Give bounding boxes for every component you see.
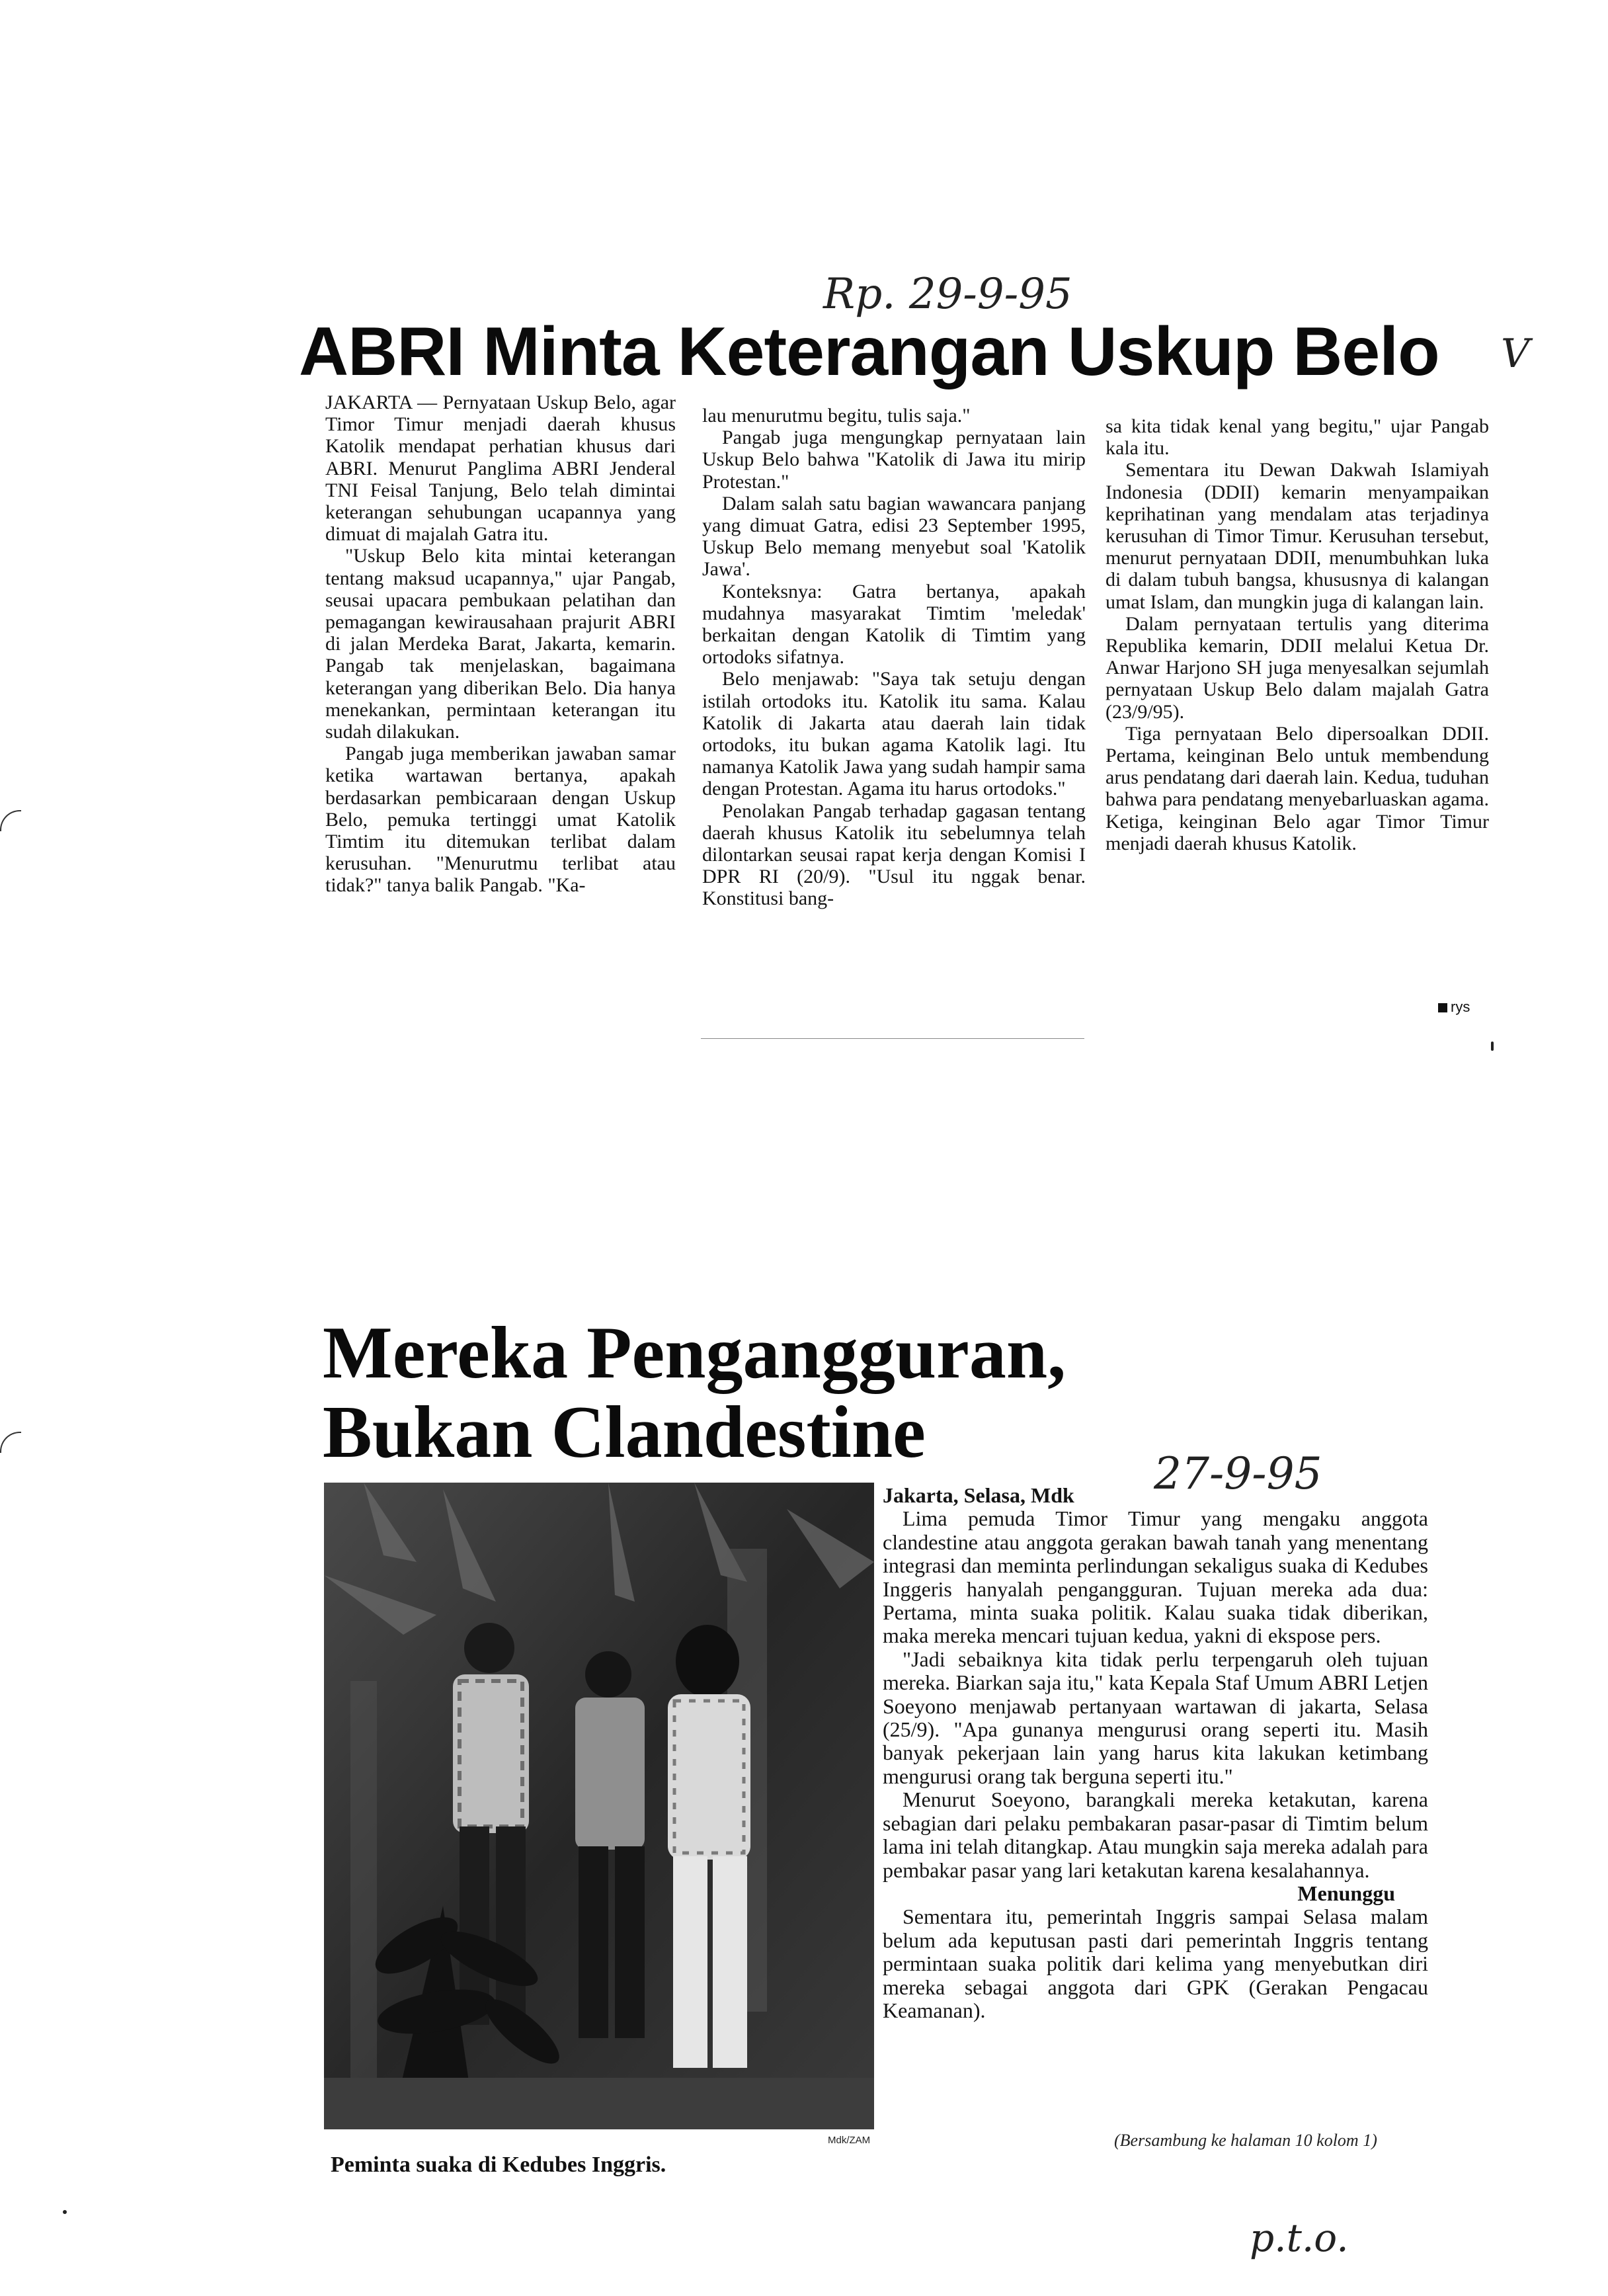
photo-caption: Peminta suaka di Kedubes Inggris. (331, 2152, 666, 2177)
handwritten-pto-note: p.t.o. (1250, 2215, 1349, 2260)
article-1-paragraph: Tiga pernyataan Belo dipersoalkan DDII. Pertama, keinginan Belo untuk membendung arus pendatang dari daerah lain. Kedua, tuduhan bahwa para pendatang menyebarluaskan agama. Ketiga, keinginan Belo agar Timor Timur menjadi daerah khusus Katolik. (1106, 722, 1489, 854)
scan-mark (0, 1432, 21, 1453)
article-1-end-square (1438, 1003, 1447, 1012)
scan-mark (0, 810, 21, 831)
article-1-paragraph: Pangab juga mengungkap pernyataan lain Uskup Belo bahwa "Katolik di Jawa itu mirip Protestan." (702, 427, 1086, 493)
article-2-headline-line-2: Bukan Clandestine (323, 1391, 926, 1473)
article-1-column-1 (325, 391, 676, 897)
article-2-subhead: Menunggu (1297, 1881, 1395, 1905)
article-1-paragraph: Belo menjawab: "Saya tak setuju dengan istilah ortodoks itu. Katolik itu sama. Kalau Katolik di Jakarta atau daerah lain tidak ortodoks, itu bukan agama Katolik lagi. Itu namanya Katolik Jawa yang sudah hampir sama dengan Protestan. Agama itu harus ortodoks." (702, 668, 1086, 800)
article-2-body (883, 1484, 1428, 2022)
article-1-paragraph: Penolakan Pangab terhadap gagasan tentang daerah khusus Katolik itu sebelumnya telah dilontarkan seusai rapat kerja dengan Komisi I DPR RI (20/9). "Usul itu nggak benar. Konstitusi bang- (702, 800, 1086, 910)
article-1-paragraph: Dalam salah satu bagian wawancara panjang yang dimuat Gatra, edisi 23 September 1995, Uskup Belo memang menyebut soal 'Katolik Jawa'. (702, 492, 1086, 581)
article-2-dateline (883, 1484, 1428, 1507)
scan-mark (63, 2210, 67, 2214)
article-2-paragraph: Menurut Soeyono, barangkali mereka ketakutan, karena sebagian dari pelaku pembakaran pasar-pasar di Timtim belum lama ini telah ditangkap. Atau mungkin saja mereka adalah para pembakar pasar yang lari ketakutan karena kesalahannya. (883, 1787, 1428, 1882)
handwritten-date-top: Rp. 29-9-95 (823, 270, 1072, 319)
article-1-paragraph: Dalam pernyataan tertulis yang diterima Republika kemarin, DDII melalui Ketua Dr. Anwar Harjono SH juga menyesalkan sejumlah pernyataan Uskup Belo dalam majalah Gatra (23/9/95). (1106, 612, 1489, 723)
news-photo (324, 1483, 874, 2129)
article-1-paragraph: "Uskup Belo kita mintai keterangan tentang maksud ucapannya," ujar Pangab, seusai upacara pembukaan pelatihan dan pemagangan kewirausahaan prajurit ABRI di jalan Merdeka Barat, Jakarta, kemarin. Pangab tak menjelaskan, bagaimana keterangan yang diberikan Belo. Dia hanya menekankan, permintaan keterangan itu sudah dilakukan. (325, 545, 676, 743)
article-2-headline-line-1: Mereka Pengangguran, (323, 1312, 1066, 1394)
handwritten-date-mid: 27-9-95 (1154, 1448, 1322, 1499)
article-1-paragraph: Pangab juga memberikan jawaban samar ketika wartawan bertanya, apakah berdasarkan pembicaraan dengan Uskup Belo, pemuka tertinggi umat Katolik Timtim itu ditemukan terlibat dalam kerusuhan. "Menurutmu terlibat atau tidak?" tanya balik Pangab. "Ka- (325, 743, 676, 897)
article-1-headline: ABRI Minta Keterangan Uskup Belo (299, 313, 1439, 390)
article-2-dateline-text: Jakarta, Selasa, Mdk (883, 1483, 1074, 1507)
article-2-paragraph: "Jadi sebaiknya kita tidak perlu terpengaruh oleh tujuan mereka. Biarkan saja itu," kata Kepala Staf Umum ABRI Letjen Soeyono menjawab pertanyaan wartawan di jakarta, Selasa (25/9). "Apa gunanya mengurusi orang seperti itu. Masih banyak pekerjaan lain yang harus kita lakukan ketimbang mengurusi orang tak berguna seperti itu." (883, 1647, 1428, 1788)
news-photo-image (324, 1483, 874, 2129)
article-1-paragraph: sa kita tidak kenal yang begitu," ujar Pangab kala itu. (1106, 415, 1489, 460)
article-2-paragraph: Lima pemuda Timor Timur yang mengaku anggota clandestine atau anggota gerakan bawah tanah yang menentang integrasi dan meminta perlindungan sekaligus suaka di Kedubes Inggeris hanyalah pengangguran. Tujuan mereka ada dua: Pertama, minta suaka politik. Kalau suaka tidak diberikan, maka mereka mencari tujuan kedua, yakni di ekspose pers. (883, 1506, 1428, 1648)
article-1-paragraph: Konteksnya: Gatra bertanya, apakah mudahnya masyarakat Timtim 'meledak' berkaitan dengan Katolik di Timtim yang ortodoks sifatnya. (702, 580, 1086, 669)
photo-credit: Mdk/ZAM (828, 2135, 871, 2146)
handwritten-check-mark: V (1501, 331, 1530, 377)
article-1-bottom-rule (701, 1038, 1084, 1039)
article-1-column-3 (1106, 415, 1489, 854)
scan-mark (1491, 1042, 1494, 1051)
article-1-paragraph: JAKARTA — Pernyataan Uskup Belo, agar Timor Timur menjadi daerah khusus Katolik mendapat perhatian khusus dari ABRI. Menurut Panglima ABRI Jenderal TNI Feisal Tanjung, Belo telah dimintai keterangan sehubungan ucapannya yang dimuat di majalah Gatra itu. (325, 391, 676, 546)
article-1-column-2 (702, 405, 1086, 910)
article-1-paragraph: Sementara itu Dewan Dakwah Islamiyah Indonesia (DDII) kemarin menyampaikan keprihatinan yang mendalam atas terjadinya kerusuhan di Timor Timur. Kerusuhan tersebut, menurut pernyataan DDII, menumbuhkan luka di dalam tubuh bangsa, khususnya di kalangan umat Islam, dan mungkin juga di kalangan lain. (1106, 459, 1489, 613)
article-2-continued-note: (Bersambung ke halaman 10 kolom 1) (1114, 2131, 1377, 2150)
article-1-signature: rys (1451, 999, 1470, 1015)
article-1-paragraph: lau menurutmu begitu, tulis saja." (702, 405, 971, 427)
article-2-paragraph: Sementara itu, pemerintah Inggris sampai Selasa malam belum ada keputusan pasti dari pemerintah Inggris tentang permintaan suaka politik dari kelima yang menyebutkan diri mereka sebagai anggota dari GPK (Gerakan Pengacau Keamanan). (883, 1905, 1428, 2022)
